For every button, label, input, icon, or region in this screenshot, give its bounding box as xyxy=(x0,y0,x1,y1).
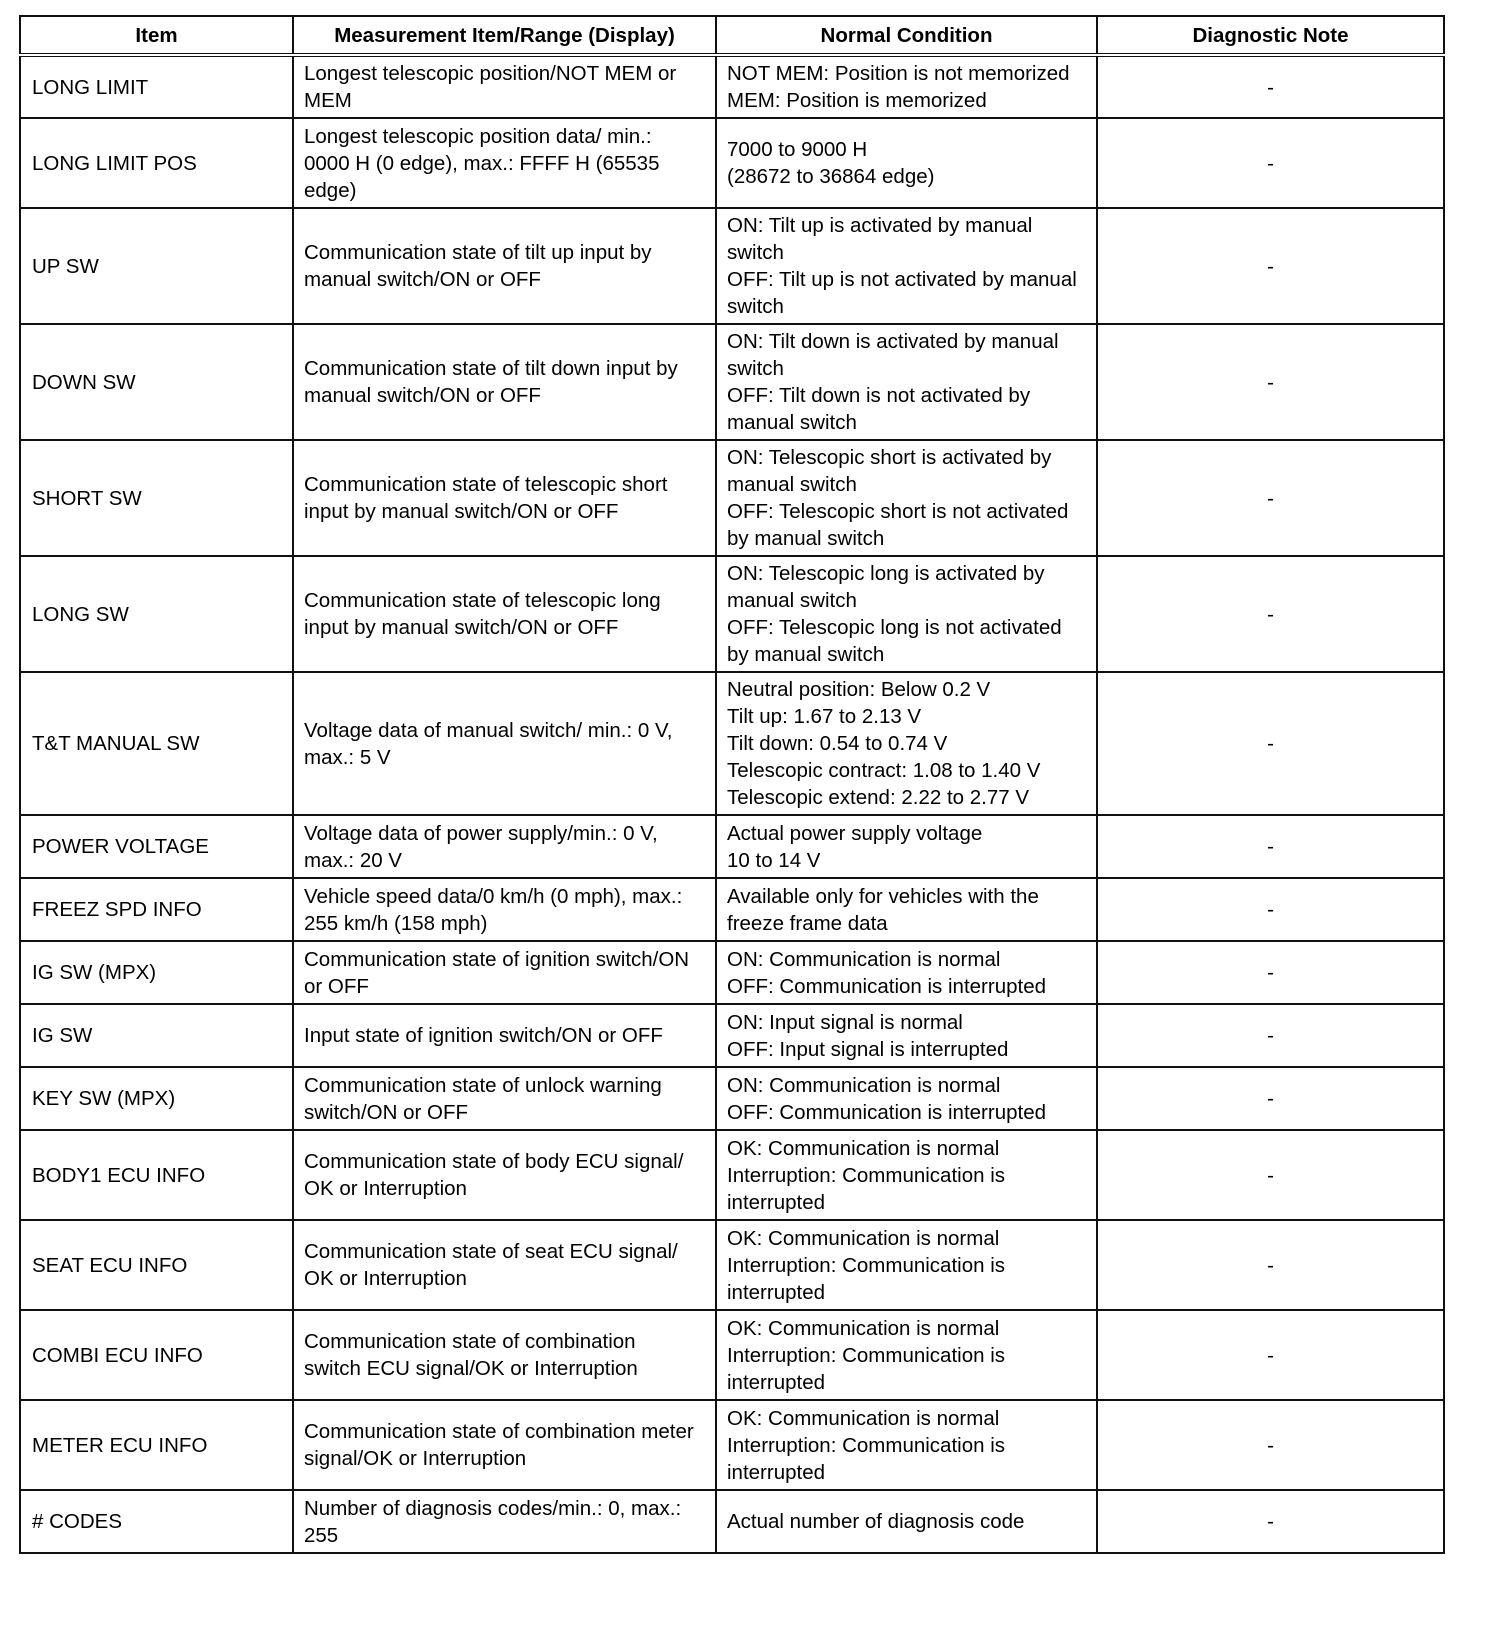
table-row xyxy=(20,941,1444,1004)
table-row xyxy=(20,1490,1444,1553)
table-row xyxy=(20,1004,1444,1067)
table-row xyxy=(20,556,1444,672)
table-row xyxy=(20,440,1444,556)
cell-item: KEY SW (MPX) xyxy=(20,1067,293,1130)
cell-measurement-range: Communication state of tilt down input by manual switch/ON or OFF xyxy=(293,324,716,440)
table-row xyxy=(20,118,1444,208)
header-measurement-range: Measurement Item/Range (Display) xyxy=(293,16,716,55)
cell-item: LONG LIMIT POS xyxy=(20,118,293,208)
header-item: Item xyxy=(20,16,293,55)
cell-item: LONG LIMIT xyxy=(20,55,293,118)
cell-item: POWER VOLTAGE xyxy=(20,815,293,878)
table-row xyxy=(20,878,1444,941)
cell-measurement-range: Communication state of unlock warning switch/ON or OFF xyxy=(293,1067,716,1130)
cell-normal-condition: ON: Telescopic short is activated by manual switch OFF: Telescopic short is not activated by manual switch xyxy=(716,440,1097,556)
cell-diagnostic-note: - xyxy=(1097,556,1444,672)
cell-item: COMBI ECU INFO xyxy=(20,1310,293,1400)
cell-measurement-range: Communication state of body ECU signal/ OK or Interruption xyxy=(293,1130,716,1220)
cell-diagnostic-note: - xyxy=(1097,1220,1444,1310)
cell-measurement-range: Number of diagnosis codes/min.: 0, max.: 255 xyxy=(293,1490,716,1553)
cell-normal-condition: ON: Communication is normal OFF: Communication is interrupted xyxy=(716,941,1097,1004)
cell-item: IG SW (MPX) xyxy=(20,941,293,1004)
table-body xyxy=(20,55,1444,1553)
cell-diagnostic-note: - xyxy=(1097,1067,1444,1130)
cell-measurement-range: Vehicle speed data/0 km/h (0 mph), max.: 255 km/h (158 mph) xyxy=(293,878,716,941)
cell-diagnostic-note: - xyxy=(1097,1310,1444,1400)
cell-normal-condition: 7000 to 9000 H (28672 to 36864 edge) xyxy=(716,118,1097,208)
cell-item: FREEZ SPD INFO xyxy=(20,878,293,941)
cell-item: SHORT SW xyxy=(20,440,293,556)
cell-item: T&T MANUAL SW xyxy=(20,672,293,815)
cell-diagnostic-note: - xyxy=(1097,672,1444,815)
cell-measurement-range: Communication state of tilt up input by manual switch/ON or OFF xyxy=(293,208,716,324)
table-row xyxy=(20,324,1444,440)
cell-normal-condition: Actual power supply voltage 10 to 14 V xyxy=(716,815,1097,878)
cell-diagnostic-note: - xyxy=(1097,1400,1444,1490)
table-row xyxy=(20,1310,1444,1400)
cell-normal-condition: ON: Communication is normal OFF: Communication is interrupted xyxy=(716,1067,1097,1130)
cell-item: UP SW xyxy=(20,208,293,324)
cell-normal-condition: NOT MEM: Position is not memorized MEM: Position is memorized xyxy=(716,55,1097,118)
cell-diagnostic-note: - xyxy=(1097,55,1444,118)
cell-measurement-range: Longest telescopic position/NOT MEM or MEM xyxy=(293,55,716,118)
cell-diagnostic-note: - xyxy=(1097,118,1444,208)
table-row xyxy=(20,1220,1444,1310)
table-row xyxy=(20,1067,1444,1130)
table-row xyxy=(20,1400,1444,1490)
cell-normal-condition: ON: Tilt down is activated by manual switch OFF: Tilt down is not activated by manual switch xyxy=(716,324,1097,440)
cell-measurement-range: Communication state of telescopic short input by manual switch/ON or OFF xyxy=(293,440,716,556)
table-row xyxy=(20,815,1444,878)
cell-measurement-range: Communication state of seat ECU signal/ OK or Interruption xyxy=(293,1220,716,1310)
table-row xyxy=(20,1130,1444,1220)
cell-item: LONG SW xyxy=(20,556,293,672)
header-diagnostic-note: Diagnostic Note xyxy=(1097,16,1444,55)
cell-measurement-range: Voltage data of manual switch/ min.: 0 V, max.: 5 V xyxy=(293,672,716,815)
cell-normal-condition: ON: Tilt up is activated by manual switch OFF: Tilt up is not activated by manual switch xyxy=(716,208,1097,324)
cell-normal-condition: Available only for vehicles with the freeze frame data xyxy=(716,878,1097,941)
cell-measurement-range: Communication state of telescopic long input by manual switch/ON or OFF xyxy=(293,556,716,672)
cell-item: DOWN SW xyxy=(20,324,293,440)
cell-diagnostic-note: - xyxy=(1097,941,1444,1004)
cell-measurement-range: Communication state of combination meter signal/OK or Interruption xyxy=(293,1400,716,1490)
cell-item: BODY1 ECU INFO xyxy=(20,1130,293,1220)
cell-measurement-range: Communication state of combination switch ECU signal/OK or Interruption xyxy=(293,1310,716,1400)
data-list-table xyxy=(19,15,1445,1554)
cell-measurement-range: Input state of ignition switch/ON or OFF xyxy=(293,1004,716,1067)
cell-measurement-range: Longest telescopic position data/ min.: 0000 H (0 edge), max.: FFFF H (65535 edge) xyxy=(293,118,716,208)
cell-diagnostic-note: - xyxy=(1097,1004,1444,1067)
table-row xyxy=(20,672,1444,815)
cell-diagnostic-note: - xyxy=(1097,815,1444,878)
table-row xyxy=(20,55,1444,118)
cell-item: # CODES xyxy=(20,1490,293,1553)
cell-normal-condition: ON: Input signal is normal OFF: Input signal is interrupted xyxy=(716,1004,1097,1067)
cell-normal-condition: Actual number of diagnosis code xyxy=(716,1490,1097,1553)
cell-normal-condition: Neutral position: Below 0.2 V Tilt up: 1.67 to 2.13 V Tilt down: 0.54 to 0.74 V Telescopic contract: 1.08 to 1.40 V Telescopic extend: 2.22 to 2.77 V xyxy=(716,672,1097,815)
cell-diagnostic-note: - xyxy=(1097,1130,1444,1220)
cell-item: METER ECU INFO xyxy=(20,1400,293,1490)
cell-measurement-range: Voltage data of power supply/min.: 0 V, max.: 20 V xyxy=(293,815,716,878)
cell-diagnostic-note: - xyxy=(1097,1490,1444,1553)
cell-diagnostic-note: - xyxy=(1097,440,1444,556)
cell-normal-condition: OK: Communication is normal Interruption: Communication is interrupted xyxy=(716,1130,1097,1220)
table-header-row xyxy=(20,16,1444,55)
table-row xyxy=(20,208,1444,324)
cell-measurement-range: Communication state of ignition switch/ON or OFF xyxy=(293,941,716,1004)
cell-normal-condition: OK: Communication is normal Interruption: Communication is interrupted xyxy=(716,1310,1097,1400)
cell-diagnostic-note: - xyxy=(1097,324,1444,440)
cell-normal-condition: OK: Communication is normal Interruption: Communication is interrupted xyxy=(716,1400,1097,1490)
header-normal-condition: Normal Condition xyxy=(716,16,1097,55)
cell-normal-condition: OK: Communication is normal Interruption: Communication is interrupted xyxy=(716,1220,1097,1310)
cell-item: SEAT ECU INFO xyxy=(20,1220,293,1310)
cell-item: IG SW xyxy=(20,1004,293,1067)
cell-normal-condition: ON: Telescopic long is activated by manual switch OFF: Telescopic long is not activated by manual switch xyxy=(716,556,1097,672)
cell-diagnostic-note: - xyxy=(1097,208,1444,324)
cell-diagnostic-note: - xyxy=(1097,878,1444,941)
